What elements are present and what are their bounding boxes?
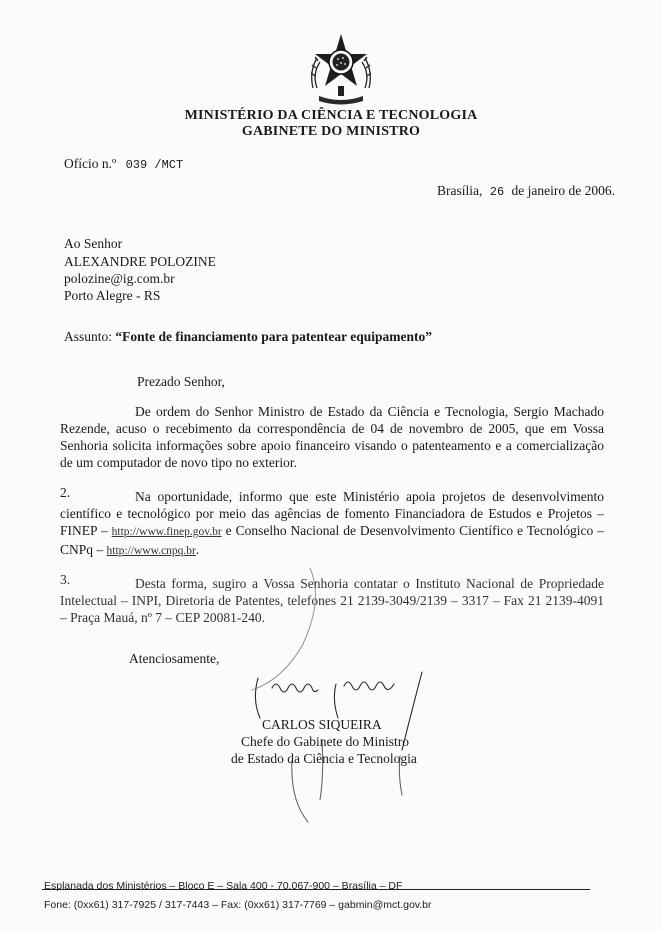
date-rest: de janeiro de 2006.	[511, 183, 615, 198]
paragraph-2-text-b: e Conselho Nacional de Desenvolvimento Científico e Tecnológico – CNPq –	[60, 523, 604, 557]
finep-link[interactable]: http://www.finep.gov.br	[111, 526, 222, 538]
signatory-title-line1: Chefe do Gabinete do Ministro	[241, 734, 409, 749]
paragraph-2	[60, 488, 604, 560]
ministry-title: MINISTÉRIO DA CIÊNCIA E TECNOLOGIA	[184, 108, 478, 123]
recipient-salutation: Ao Senhor	[64, 236, 123, 251]
footer-divider	[42, 889, 590, 890]
paragraph-3: Desta forma, sugiro a Vossa Senhoria contatar o Instituto Nacional de Propriedade Intelectual – INPI, Diretoria de Patentes, telefones 21 2139-3049/2139 – 3317 – Fax 21 2139-4091 – Praça Mauá, nº 7 – CEP 20081-240.	[60, 576, 604, 625]
signatory-title-line2: de Estado da Ciência e Tecnologia	[231, 751, 417, 766]
office-prefix: Ofício n.º	[64, 156, 117, 171]
recipient-email: polozine@ig.com.br	[64, 271, 175, 286]
handwritten-signature-icon	[232, 560, 452, 840]
date-line	[437, 183, 615, 199]
office-number-line	[64, 156, 183, 172]
cnpq-link[interactable]: http://www.cnpq.br	[106, 545, 196, 557]
paragraph-3-number: 3.	[60, 572, 71, 587]
paragraph-2-text-c: .	[195, 542, 200, 557]
date-city: Brasília,	[437, 183, 483, 198]
recipient-city: Porto Alegre - RS	[64, 288, 161, 303]
signatory-name: CARLOS SIQUEIRA	[262, 717, 382, 732]
paragraph-2-text-a: Na oportunidade, informo que este Ministério apoia projetos de desenvolvimento científico e tecnológico por meio das agências de fomento Financiadora de Estudos e Projetos – FINEP –	[60, 489, 604, 538]
date-day: 26	[489, 185, 505, 199]
subject-text: “Fonte de financiamento para patentear equipamento”	[115, 329, 433, 344]
coat-of-arms-icon	[307, 32, 375, 106]
footer-contact: Fone: (0xx61) 317-7925 / 317-7443 – Fax: (0xx61) 317-7769 – gabmin@mct.gov.br	[44, 899, 432, 911]
recipient-name: ALEXANDRE POLOZINE	[64, 254, 216, 269]
paragraph-2-number: 2.	[60, 485, 71, 500]
subject-label: Assunto:	[64, 329, 113, 344]
closing: Atenciosamente,	[129, 651, 220, 666]
paragraph-1: De ordem do Senhor Ministro de Estado da Ciência e Tecnologia, Sergio Machado Rezende, acuso o recebimento da correspondência de 04 de novembro de 2005, que em Vossa Senhoria solicita informações sobre apoio financeiro visando o patenteamento e a comercialização de um computador de novo tipo no exterior.	[60, 404, 604, 470]
greeting: Prezado Senhor,	[137, 374, 225, 389]
subject-line	[64, 329, 432, 345]
footer-address: Esplanada dos Ministérios – Bloco E – Sala 400 - 70.067-900 – Brasília – DF	[44, 880, 403, 892]
office-number: 039 /MCT	[125, 158, 184, 172]
cabinet-title: GABINETE DO MINISTRO	[241, 124, 421, 139]
